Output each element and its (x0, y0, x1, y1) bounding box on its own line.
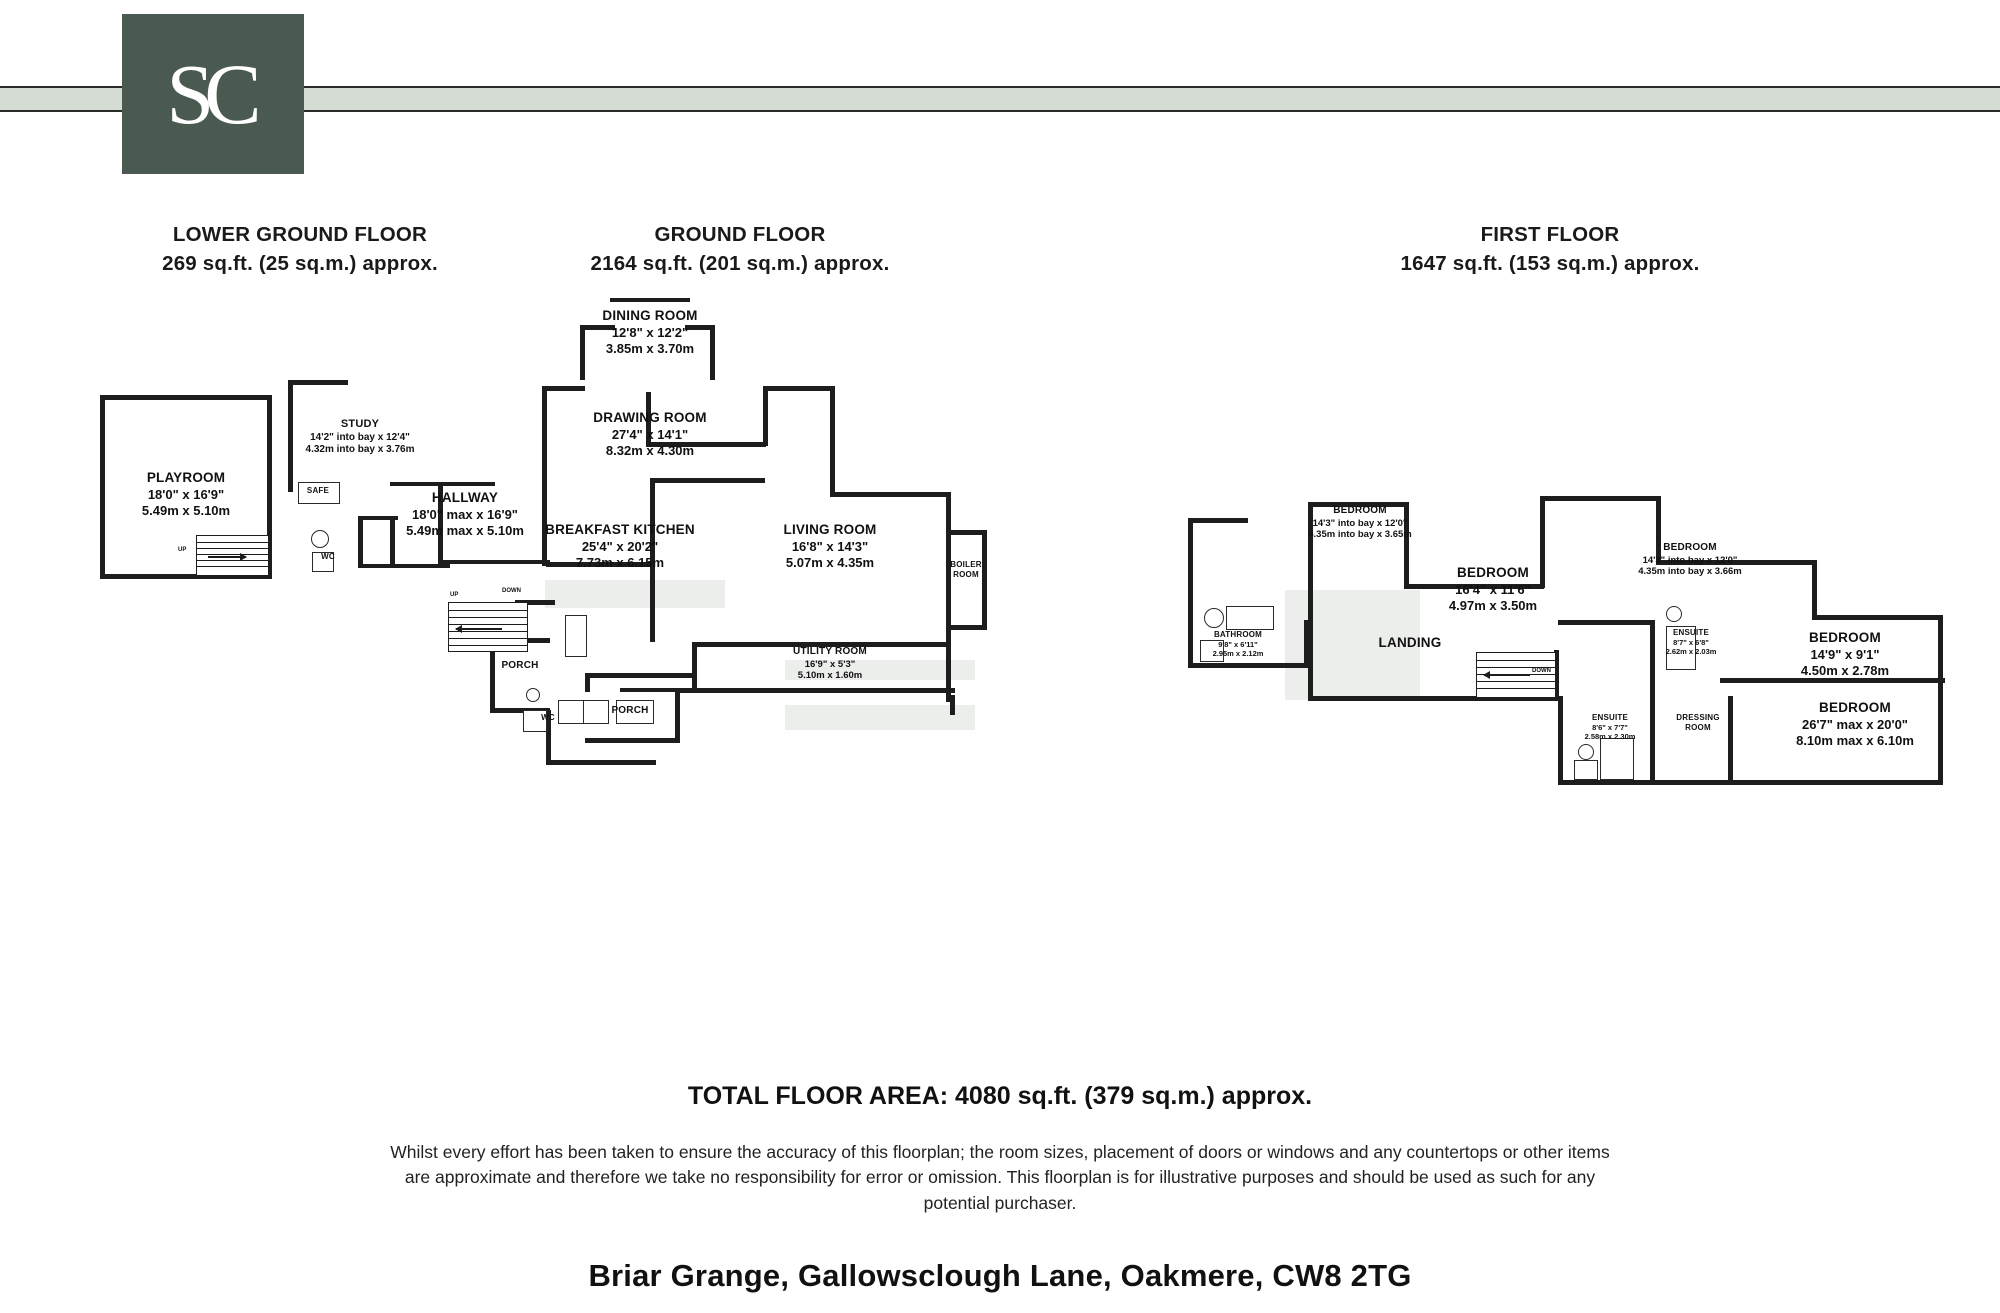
floor-title-ground-name: GROUND FLOOR (654, 223, 826, 246)
plan-first (1180, 505, 1940, 890)
floor-title-first (1270, 220, 1830, 278)
room-label-bedroom-top-right: BEDROOM 14'3" into bay x 12'0" 4.35m into bay x 3.66m (1638, 542, 1742, 578)
disclaimer-text: Whilst every effort has been taken to ensure the accuracy of this floorplan; the room sizes, placement of doors or windows and any countertops or other items are approximate and therefore we take no responsibility for error or omission. This floorplan is for illustrative purposes and should be used as such for any potential purchaser. (390, 1142, 1610, 1213)
logo (122, 14, 304, 174)
room-label-bathroom: BATHROOM 9'8" x 6'11" 2.95m x 2.12m (1212, 630, 1264, 659)
room-label-dressing-room: DRESSING ROOM (1676, 713, 1720, 732)
room-label-porch-bottom: PORCH (611, 705, 649, 716)
floor-title-lower-ground-name: LOWER GROUND FLOOR (172, 223, 428, 246)
room-label-living-room: LIVING ROOM 16'8" x 14'3" 5.07m x 4.35m (783, 522, 877, 571)
room-label-bedroom-bottom-right: BEDROOM 26'7" max x 20'0" 8.10m max x 6.10m (1796, 700, 1914, 749)
logo-text: SC (166, 46, 252, 142)
wall (100, 395, 272, 400)
room-label-ensuite-bottom: ENSUITE 8'6" x 7'7" 2.58m x 2.30m (1584, 713, 1636, 742)
basin-fixture (526, 688, 540, 702)
stair-direction-arrow (1484, 674, 1530, 676)
room-label-bedroom-mid: BEDROOM 16'4" x 11'6" 4.97m x 3.50m (1448, 565, 1538, 614)
room-label-hallway: HALLWAY 18'0" max x 16'9" 5.49m max x 5.10m (406, 490, 524, 539)
floor-title-ground (460, 220, 1020, 278)
room-label-ensuite-top: ENSUITE 8'7" x 6'8" 2.62m x 2.03m (1665, 628, 1717, 657)
wc-fixture (1574, 760, 1598, 780)
stair-label-down: DOWN (1532, 668, 1551, 674)
room-label-utility-room: UTILITY ROOM 16'9" x 5'3" 5.10m x 1.60m (793, 646, 867, 682)
room-label-playroom: PLAYROOM 18'0" x 16'9" 5.49m x 5.10m (141, 470, 231, 519)
room-label-dining-room: DINING ROOM 12'8" x 12'2" 3.85m x 3.70m (602, 308, 698, 357)
kitchen-unit (565, 615, 587, 657)
plan-lower-ground (100, 395, 280, 585)
floor-fill (545, 580, 725, 608)
room-label-study: STUDY 14'2" into bay x 12'4" 4.32m into bay x 3.76m (305, 418, 415, 456)
room-label-landing: LANDING (1378, 635, 1442, 650)
property-address: Briar Grange, Gallowsclough Lane, Oakmere, CW8 2TG (588, 1258, 1412, 1293)
room-label-porch-left: PORCH (501, 660, 539, 671)
basin-fixture (1666, 606, 1682, 622)
room-label-wc-bottom: WC (541, 713, 555, 722)
room-label-boiler-room: BOILER ROOM (950, 560, 982, 579)
floor-title-lower-ground-area: 269 sq.ft. (25 sq.m.) approx. (162, 252, 438, 276)
bath-fixture (1226, 606, 1274, 630)
stair-direction-arrow (456, 628, 502, 630)
floor-title-first-area: 1647 sq.ft. (153 sq.m.) approx. (1400, 252, 1700, 276)
room-label-drawing-room: DRAWING ROOM 27'4" x 14'1" 8.32m x 4.30m (593, 410, 707, 459)
basin-fixture (1204, 608, 1224, 628)
floor-title-first-name: FIRST FLOOR (1480, 223, 1620, 246)
basin-fixture (1578, 744, 1594, 760)
total-floor-area: TOTAL FLOOR AREA: 4080 sq.ft. (379 sq.m.) approx. (687, 1082, 1313, 1110)
stair-direction-arrow (208, 556, 246, 558)
room-label-bedroom-top-left: BEDROOM 14'3" into bay x 12'0" 4.35m into bay x 3.65m (1308, 505, 1412, 541)
room-label-breakfast-kitchen: BREAKFAST KITCHEN 25'4" x 20'2" 7.73m x 6.15m (545, 522, 695, 571)
plan-ground (305, 308, 1130, 880)
stair-label-up: UP (178, 547, 187, 553)
room-label-wc-left: WC (321, 552, 335, 561)
shower-fixture (1600, 738, 1634, 780)
stair-label-up: UP (450, 592, 459, 598)
room-label-safe: SAFE (306, 486, 330, 495)
stair-label-down: DOWN (502, 588, 521, 594)
room-label-bedroom-right: BEDROOM 14'9" x 9'1" 4.50m x 2.78m (1800, 630, 1890, 679)
floor-title-ground-area: 2164 sq.ft. (201 sq.m.) approx. (590, 252, 890, 276)
basin-fixture (311, 530, 329, 548)
